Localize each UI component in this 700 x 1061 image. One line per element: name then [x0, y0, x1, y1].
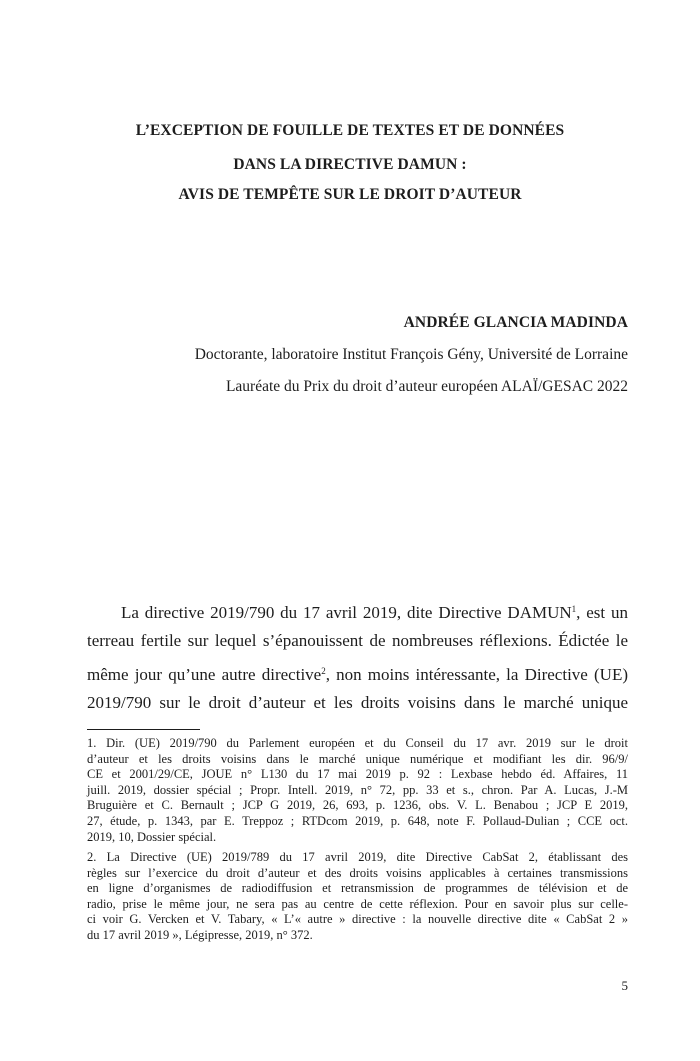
- footnote-line: 2. La Directive (UE) 2019/789 du 17 avril 2019, dite Directive CabSat 2, établissant des: [87, 850, 628, 864]
- footnote-line: 27, étude, p. 1343, par E. Treppoz ; RTDcom 2019, p. 648, note F. Pollaud-Dulian ; CCE oct.: [87, 813, 628, 828]
- body-line-4: 2019/790 sur le droit d’auteur et les droits voisins dans le marché unique: [87, 693, 628, 712]
- author-name: ANDRÉE GLANCIA MADINDA: [403, 314, 628, 331]
- body-line-2: terreau fertile sur lequel s’épanouissent de nombreuses réflexions. Édictée le: [87, 631, 628, 650]
- body-paragraph: [87, 594, 628, 718]
- footnote-line: règles sur l’exercice du droit d’auteur et des droits voisins applicables à certaines transmissions: [87, 865, 628, 880]
- footnote-separator: [87, 729, 200, 730]
- title-line-1: L’EXCEPTION DE FOUILLE DE TEXTES ET DE DONNÉES: [135, 122, 565, 139]
- footnote-line: CE et 2001/29/CE, JOUE n° L130 du 17 mai 2019 p. 92 : Lexbase hebdo éd. Affaires, 11: [87, 767, 628, 782]
- footnote-1: [87, 736, 628, 845]
- footnote-line: radio, prise le même jour, ne sera pas au centre de cette réflexion. Pour en savoir plus sur celle-: [87, 896, 628, 911]
- title-line-3: AVIS DE TEMPÊTE SUR LE DROIT D’AUTEUR: [178, 186, 522, 203]
- footnote-line: du 17 avril 2019 », Légipresse, 2019, n° 372.: [87, 927, 313, 942]
- footnote-2: [87, 850, 628, 944]
- page-number: 5: [621, 978, 628, 993]
- title-line-2: DANS LA DIRECTIVE DAMUN :: [233, 156, 467, 173]
- body-line-1: [87, 594, 628, 625]
- body-text-segment: , est un: [576, 603, 628, 622]
- author-affiliation-1: Doctorante, laboratoire Institut François Gény, Université de Lorraine: [194, 346, 628, 363]
- footnote-ref-1: 1: [571, 604, 577, 614]
- footnote-line: ci voir G. Vercken et V. Tabary, « L’« autre » directive : la nouvelle directive dite « CabSat 2 »: [87, 912, 628, 927]
- body-text-segment: même jour qu’une autre directive: [87, 665, 322, 684]
- footnote-line: 2019, 10, Dossier spécial.: [87, 829, 217, 844]
- footnote-line: 1. Dir. (UE) 2019/790 du Parlement européen et du Conseil du 17 avr. 2019 sur le droit: [87, 736, 628, 750]
- body-line-3: [87, 656, 628, 687]
- author-affiliation-2: Lauréate du Prix du droit d’auteur européen ALAÏ/GESAC 2022: [225, 378, 628, 395]
- footnote-line: en ligne d’organismes de radiodiffusion et retransmission de programmes de télévision et de: [87, 881, 628, 896]
- footnote-line: Bruguière et C. Bernault ; JCP G 2019, 26, 693, p. 1236, obs. V. L. Benabou ; JCP E 2019,: [87, 798, 628, 813]
- footnote-line: d’auteur et les droits voisins dans le marché unique numérique et modifiant les dir. 96/9/: [87, 751, 628, 766]
- footnote-line: juill. 2019, dossier spécial ; Propr. Intell. 2019, n° 72, pp. 33 et s., chron. Par A. Lucas, J.-M: [87, 782, 628, 797]
- body-text-segment: , non moins intéressante, la Directive (UE): [325, 665, 628, 684]
- body-text-segment: La directive 2019/790 du 17 avril 2019, dite Directive DAMUN: [121, 603, 572, 622]
- footnote-ref-2: 2: [321, 666, 326, 676]
